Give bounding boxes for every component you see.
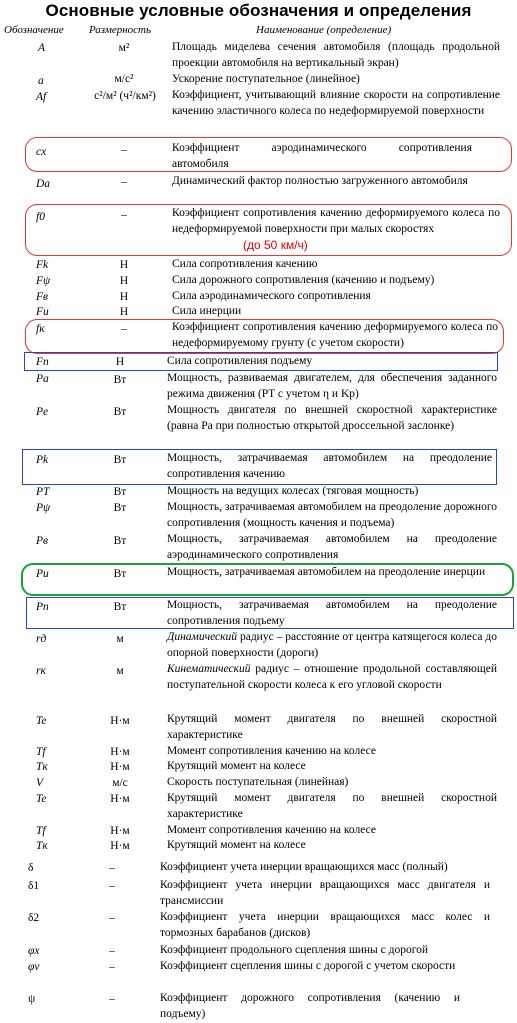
desc-fp: Сила сопротивления подъему — [167, 355, 313, 367]
desc-fpsi: Сила дорожного сопротивления (качению и подъему) — [172, 274, 435, 286]
symbol-pa: Pa — [36, 373, 49, 385]
symbol-fi: Fи — [36, 306, 49, 318]
desc-phiv: Коэффициент сцепления шины с дорогой с учетом скорости — [160, 960, 456, 972]
header-name: Наименование (определение) — [256, 24, 392, 36]
unit-fk: Н — [119, 259, 129, 271]
desc-cx: Коэффициент аэродинамического сопротивления автомобиля — [172, 142, 472, 170]
unit-tk-2: Н·м — [110, 840, 130, 852]
desc-fv: Сила аэродинамического сопротивления — [172, 290, 371, 302]
desc-pk: Мощность, затрачиваемая автомобилем на преодоление сопротивления качению — [167, 452, 492, 480]
unit-tk: Н·м — [110, 761, 130, 773]
unit-fi: Н — [119, 306, 129, 318]
desc-rk-text: радиус – отношение продольной составляющей поступательной скорости колеса к его угловой скорости — [167, 663, 497, 691]
desc-phix: Коэффициент продольного сцепления шины с дорогой — [160, 944, 429, 956]
symbol-phiv: φv — [28, 961, 40, 973]
symbol-fp: Fп — [36, 356, 49, 368]
symbol-fpsi: Fψ — [36, 275, 51, 287]
symbol-pe: Pe — [36, 406, 49, 418]
unit-fpsi: Н — [119, 275, 129, 287]
desc-te: Крутящий момент двигателя по внешней скоростной характеристике — [167, 713, 497, 741]
symbol-pt: PT — [36, 486, 50, 498]
symbol-cx: cx — [36, 146, 47, 158]
symbol-v: V — [36, 777, 44, 789]
desc-pv: Мощность, затрачиваемая автомобилем на преодоление аэродинамического сопротивления — [167, 533, 497, 561]
desc-tk: Крутящий момент на колесе — [167, 760, 306, 772]
desc-da: Динамический фактор полностью загруженного автомобиля — [172, 175, 468, 187]
desc-delta2: Коэффициент учета инерции вращающихся масс колес и тормозных барабанов (дисков) — [160, 911, 490, 939]
desc-delta1: Коэффициент учета инерции вращающихся масс двигателя и трансмиссии — [160, 879, 490, 907]
header-symbol: Обозначение — [4, 24, 64, 36]
symbol-delta: δ — [28, 862, 34, 874]
unit-pp: Вт — [113, 601, 127, 613]
symbol-fk-soil: fк — [36, 323, 45, 335]
symbol-fv: Fв — [36, 291, 49, 303]
unit-fv: Н — [119, 291, 129, 303]
unit-pv: Вт — [113, 535, 127, 547]
symbol-te-2: Te — [36, 793, 47, 805]
desc-fk: Сила сопротивления качению — [172, 258, 318, 270]
desc-rd-text: радиус – расстояние от центра катящегося колеса до опорной поверхности (дороги) — [167, 631, 497, 659]
unit-delta: – — [109, 862, 115, 874]
symbol-pu: Pu — [36, 568, 49, 580]
unit-tf: Н·м — [110, 746, 130, 758]
unit-pk: Вт — [113, 454, 127, 466]
unit-delta2: – — [109, 912, 115, 924]
desc-fk-soil: Коэффициент сопротивления качению деформируемого колеса по недеформируемому грунту (с учетом скорости) — [172, 321, 498, 349]
desc-af: Коэффициент, учитывающий влияние скорости на сопротивление качению эластичного колеса по недеформируемой поверхности — [172, 89, 500, 117]
unit-te: Н·м — [110, 715, 130, 727]
unit-tf-2: Н·м — [110, 825, 130, 837]
unit-a-area: м² — [118, 42, 130, 54]
unit-fk-soil: – — [121, 323, 127, 335]
desc-rd — [167, 630, 497, 661]
unit-v: м/с — [112, 777, 128, 789]
unit-rd: м — [116, 633, 124, 645]
symbol-pk: Pk — [36, 454, 49, 466]
desc-acceleration: Ускорение поступательное (линейное) — [172, 73, 360, 85]
symbol-da: Da — [36, 178, 51, 190]
unit-fp: Н — [115, 356, 125, 368]
unit-pu: Вт — [113, 568, 127, 580]
symbol-ppsi: Pψ — [36, 502, 51, 514]
desc-tk-2: Крутящий момент на колесе — [167, 839, 306, 851]
symbol-tk-2: Tк — [36, 840, 48, 852]
desc-a-area: Площадь миделева сечения автомобиля (площадь продольной проекции автомобиля на вертикальный экран) — [172, 41, 500, 69]
symbol-te: Te — [36, 715, 47, 727]
desc-delta: Коэффициент учета инерции вращающихся масс (полный) — [160, 861, 448, 873]
unit-acceleration: м/с² — [114, 73, 134, 85]
unit-delta1: – — [109, 880, 115, 892]
speed-annotation: (до 50 км/ч) — [243, 238, 308, 252]
desc-te-2: Крутящий момент двигателя по внешней скоростной характеристике — [167, 792, 497, 820]
desc-psi: Коэффициент дорожного сопротивления (качению и подъему) — [160, 992, 460, 1020]
unit-pe: Вт — [113, 406, 127, 418]
unit-pt: Вт — [113, 486, 127, 498]
symbol-tf-2: Tf — [36, 825, 46, 837]
desc-tf: Момент сопротивления качению на колесе — [167, 745, 376, 757]
unit-phix: – — [109, 945, 115, 957]
desc-pt: Мощность на ведущих колесах (тяговая мощность) — [167, 485, 419, 497]
symbol-psi: ψ — [28, 993, 36, 1005]
symbol-delta1: δ1 — [28, 880, 40, 892]
unit-f0: – — [121, 209, 127, 221]
desc-rk — [167, 662, 497, 693]
desc-ppsi: Мощность, затрачиваемая автомобилем на преодоление дорожного сопротивления (мощность качения и подъема) — [167, 501, 497, 529]
desc-pu: Мощность, затрачиваемая автомобилем на преодоление инерции — [167, 566, 486, 578]
symbol-af: Af — [36, 91, 47, 103]
desc-v: Скорость поступательная (линейная) — [167, 776, 349, 788]
symbol-fk: Fk — [36, 259, 49, 271]
symbol-rd: rд — [36, 633, 47, 645]
unit-da: – — [121, 176, 127, 188]
unit-pa: Вт — [113, 374, 127, 386]
desc-fi: Сила инерции — [172, 305, 242, 317]
unit-rk: м — [116, 665, 124, 677]
desc-rk-emphasis: Кинематический — [167, 663, 251, 675]
symbol-pp: Pп — [36, 601, 49, 613]
header-unit: Размерность — [89, 24, 152, 36]
unit-cx: – — [121, 144, 127, 156]
symbol-delta2: δ2 — [28, 912, 40, 924]
unit-af: с²/м² (ч²/км²) — [94, 90, 156, 102]
unit-phiv: – — [109, 961, 115, 973]
desc-pp: Мощность, затрачиваемая автомобилем на преодоление сопротивления подъему — [167, 599, 497, 627]
desc-f0: Коэффициент сопротивления качению деформируемого колеса по недеформируемой поверхности при малых скоростях — [172, 207, 500, 235]
desc-pa: Мощность, развиваемая двигателем, для обеспечения заданного режима движения (PT с учетом η и Kp) — [167, 372, 497, 400]
unit-te-2: Н·м — [110, 793, 130, 805]
unit-ppsi: Вт — [113, 502, 127, 514]
unit-psi: – — [109, 993, 115, 1005]
symbol-acceleration: a — [38, 75, 44, 87]
desc-tf-2: Момент сопротивления качению на колесе — [167, 824, 376, 836]
symbol-phix: φx — [28, 945, 40, 957]
symbol-f0: f0 — [36, 211, 45, 223]
symbol-rk: rк — [36, 665, 46, 677]
desc-rd-emphasis: Динамический — [167, 631, 238, 643]
desc-pe: Мощность двигателя по внешней скоростной характеристике (равна Pa при полностью открытой дроссельной заслонке) — [167, 404, 497, 432]
page-title: Основные условные обозначения и определения — [45, 1, 472, 20]
symbol-pv: Pв — [36, 535, 49, 547]
symbol-tf: Tf — [36, 746, 46, 758]
symbol-a-area: A — [38, 42, 46, 54]
symbol-tk: Tк — [36, 761, 48, 773]
